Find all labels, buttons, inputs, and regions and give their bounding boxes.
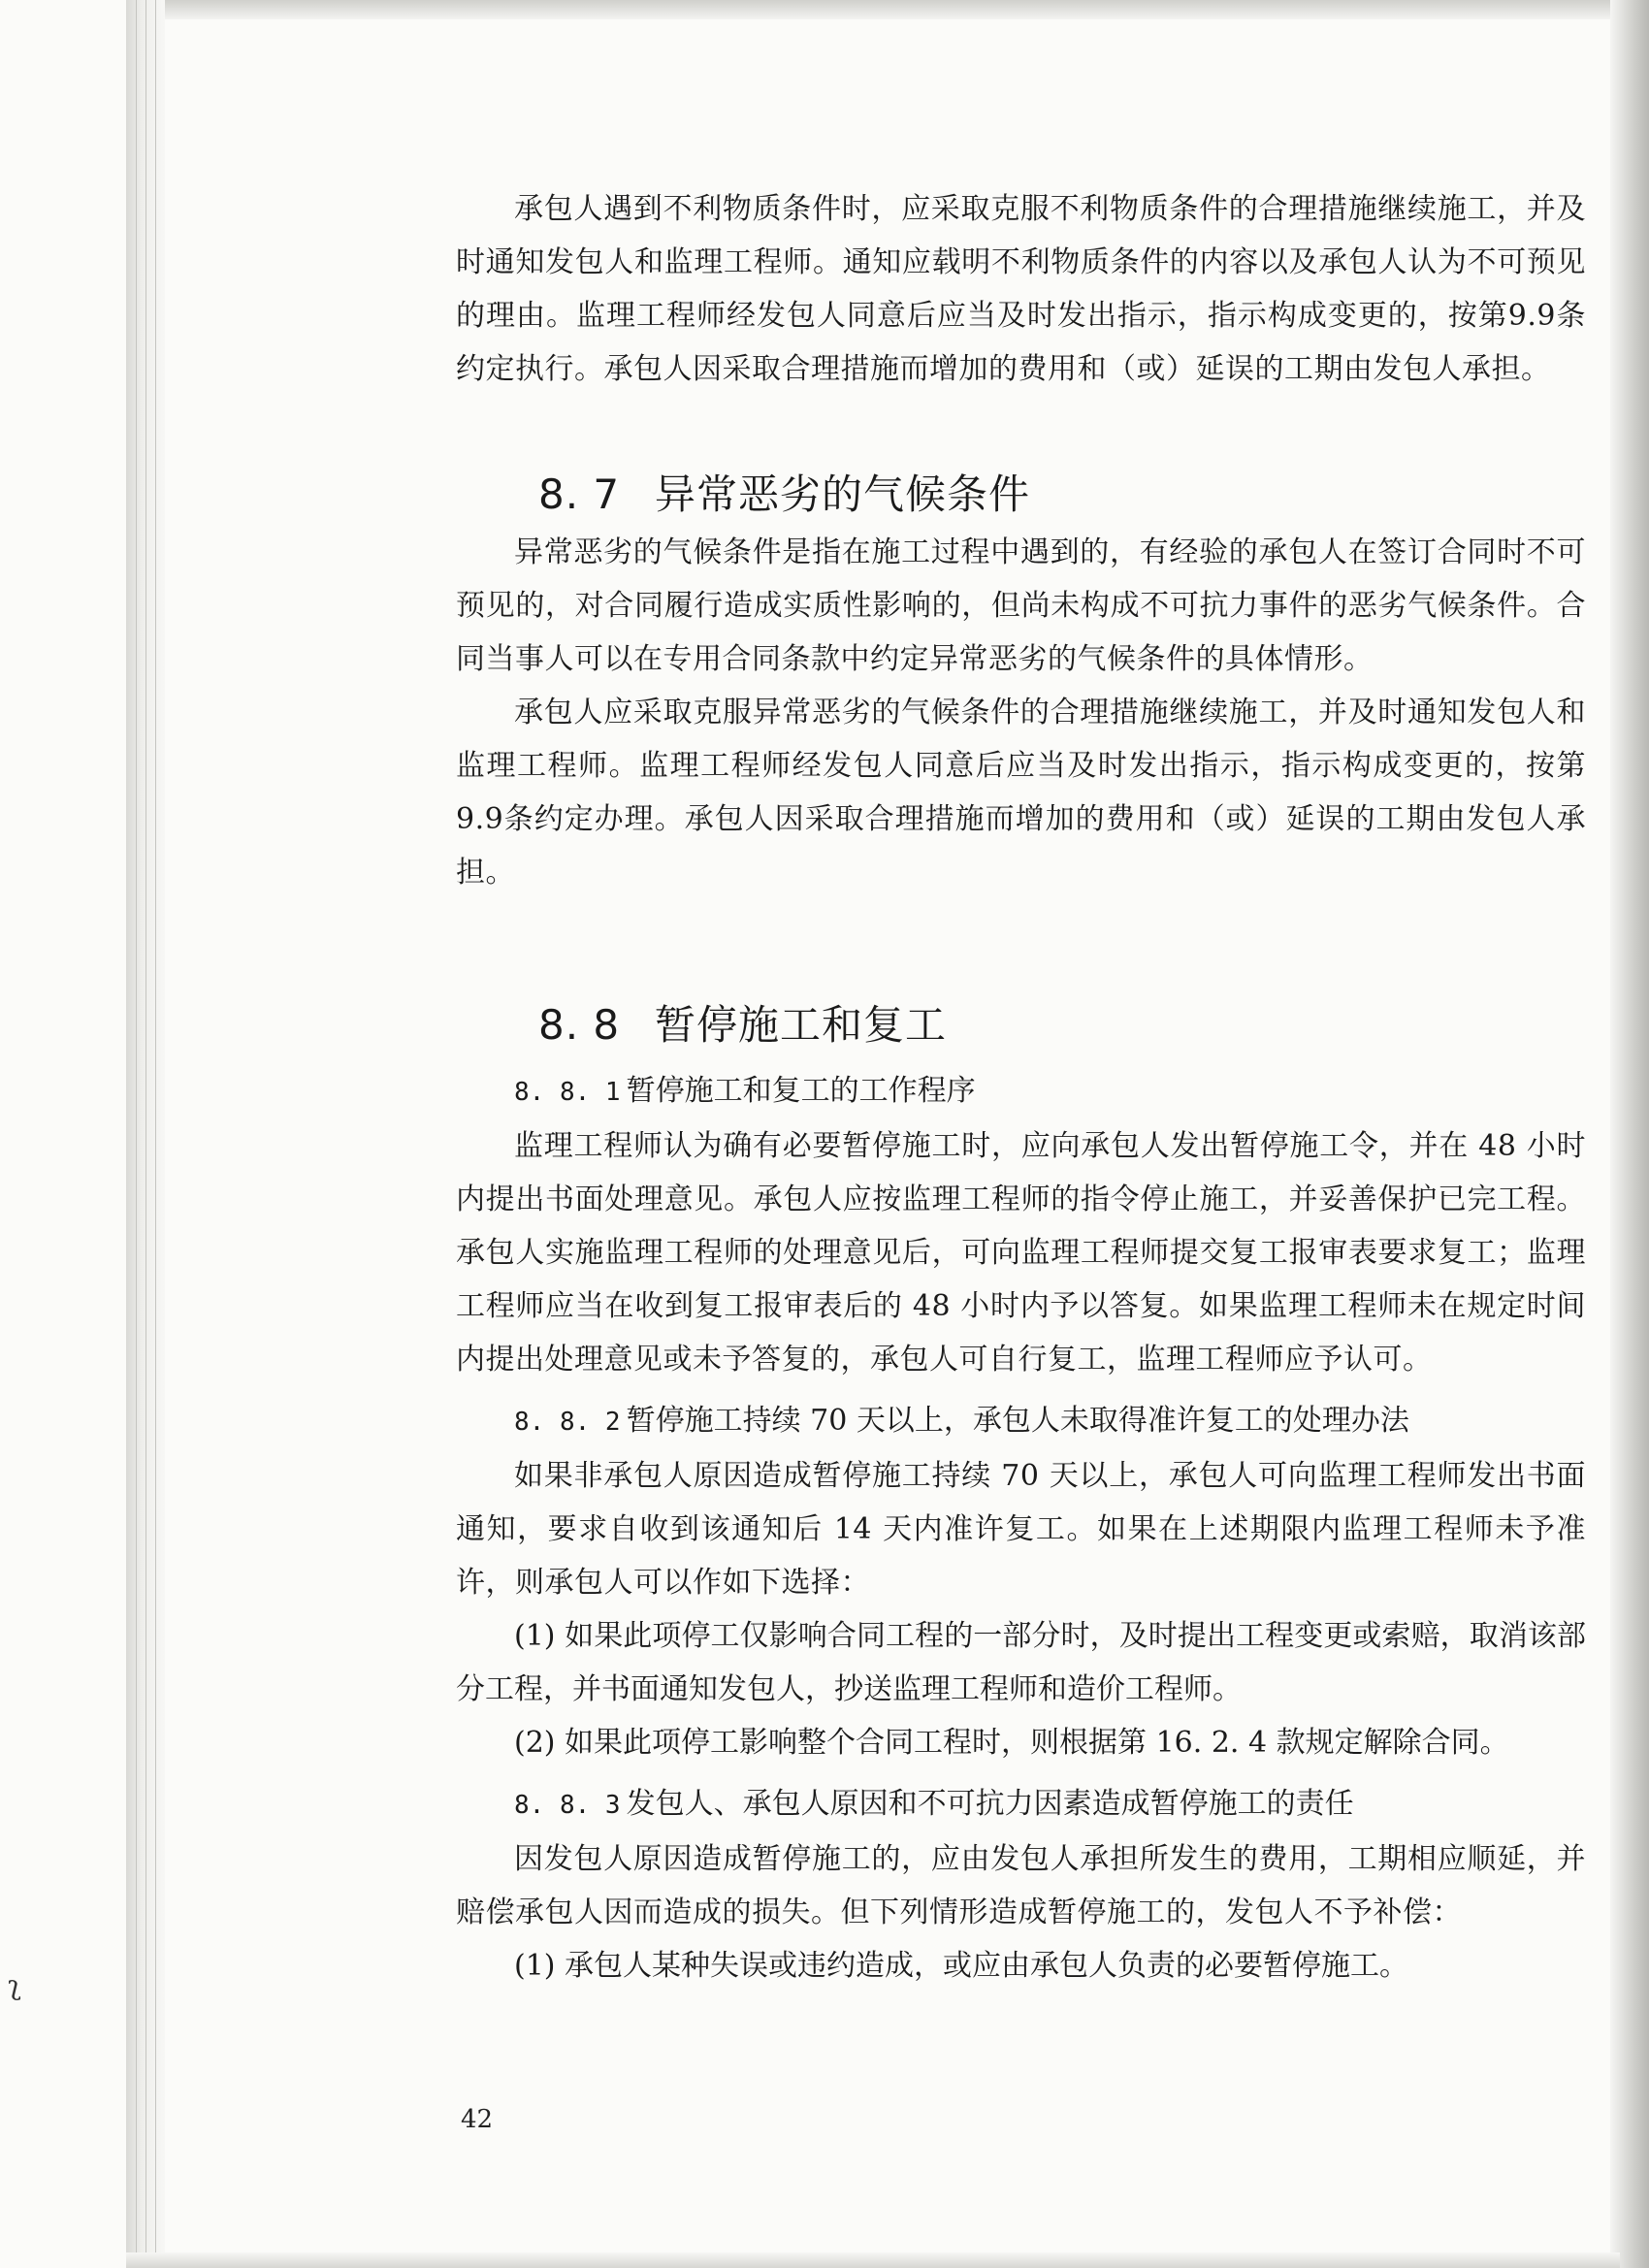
paragraph-8-7-1: 异常恶劣的气候条件是指在施工过程中遇到的，有经验的承包人在签订合同时不可预见的，对合同履行造成实质性影响的，但尚未构成不可抗力事件的恶劣气候条件。合同当事人可以在专用合同条款中约定异常恶劣的气候条件的具体情形。 [456,535,1586,676]
page-right-edge [1610,0,1649,2268]
subsection-title: 发包人、承包人原因和不可抗力因素造成暂停施工的责任 [626,1787,1354,1821]
subsection-heading-8-8-1 [456,1064,1586,1119]
paragraph-8-8-2: 如果非承包人原因造成暂停施工持续 70 天以上，承包人可向监理工程师发出书面通知，要求自收到该通知后 14 天内准许复工。如果在上述期限内监理工程师未予准许，则承包人可以作如下选择： [456,1459,1586,1600]
subsection-title: 暂停施工和复工的工作程序 [626,1074,976,1108]
section-heading-8-8 [456,994,1586,1056]
subsection-heading-8-8-3 [456,1777,1586,1832]
section-title: 异常恶劣的气候条件 [655,470,1031,518]
subsection-number: 8. 8. 3 [514,1791,621,1820]
section-heading-8-7 [456,464,1586,526]
subsection-title: 暂停施工持续 70 天以上，承包人未取得准许复工的处理办法 [626,1404,1409,1438]
section-number: 8. 7 [538,470,621,518]
page-edge-line [136,0,137,2268]
margin-mark: ʅ [8,1969,21,2001]
paragraph-8-8-1: 监理工程师认为确有必要暂停施工时，应向承包人发出暂停施工令，并在 48 小时内提出书面处理意见。承包人应按监理工程师的指令停止施工，并妥善保护已完工程。承包人实施监理工程师的处理意见后，可向监理工程师提交复工报审表要求复工；监理工程师应当在收到复工报审表后的 48 小时内予以答复。如果监理工程师未在规定时间内提出处理意见或未予答复的，承包人可自行复工，监理工程师应予认可。 [456,1129,1586,1377]
subsection-number: 8. 8. 2 [514,1408,621,1437]
list-item: (1) 如果此项停工仅影响合同工程的一部分时，及时提出工程变更或索赔，取消该部分工程，并书面通知发包人，抄送监理工程师和造价工程师。 [456,1619,1586,1706]
page-edge-line [155,0,156,2268]
paragraph-8-8-3: 因发包人原因造成暂停施工的，应由发包人承担所发生的费用，工期相应顺延，并赔偿承包人因而造成的损失。但下列情形造成暂停施工的，发包人不予补偿： [456,1842,1586,1929]
section-title: 暂停施工和复工 [655,1001,948,1049]
page-bottom-edge [126,2252,1620,2268]
page-number: 42 [461,2105,494,2134]
subsection-heading-8-8-2 [456,1394,1586,1449]
page-top-edge [126,0,1620,19]
list-item: (2) 如果此项停工影响整个合同工程时，则根据第 16. 2. 4 款规定解除合同。 [514,1726,1509,1760]
paragraph-8-6-end: 承包人遇到不利物质条件时，应采取克服不利物质条件的合理措施继续施工，并及时通知发包人和监理工程师。通知应载明不利物质条件的内容以及承包人认为不可预见的理由。监理工程师经发包人同意后应当及时发出指示，指示构成变更的，按第9.9条约定执行。承包人因采取合理措施而增加的费用和（或）延误的工期由发包人承担。 [456,192,1586,386]
subsection-number: 8. 8. 1 [514,1078,621,1107]
section-number: 8. 8 [538,1001,621,1049]
paragraph-8-7-2: 承包人应采取克服异常恶劣的气候条件的合理措施继续施工，并及时通知发包人和监理工程师。监理工程师经发包人同意后应当及时发出指示，指示构成变更的，按第9.9条约定办理。承包人因采取合理措施而增加的费用和（或）延误的工期由发包人承担。 [456,696,1586,890]
page-content [456,182,1586,1993]
list-item: (1) 承包人某种失误或违约造成，或应由承包人负责的必要暂停施工。 [514,1949,1409,1983]
